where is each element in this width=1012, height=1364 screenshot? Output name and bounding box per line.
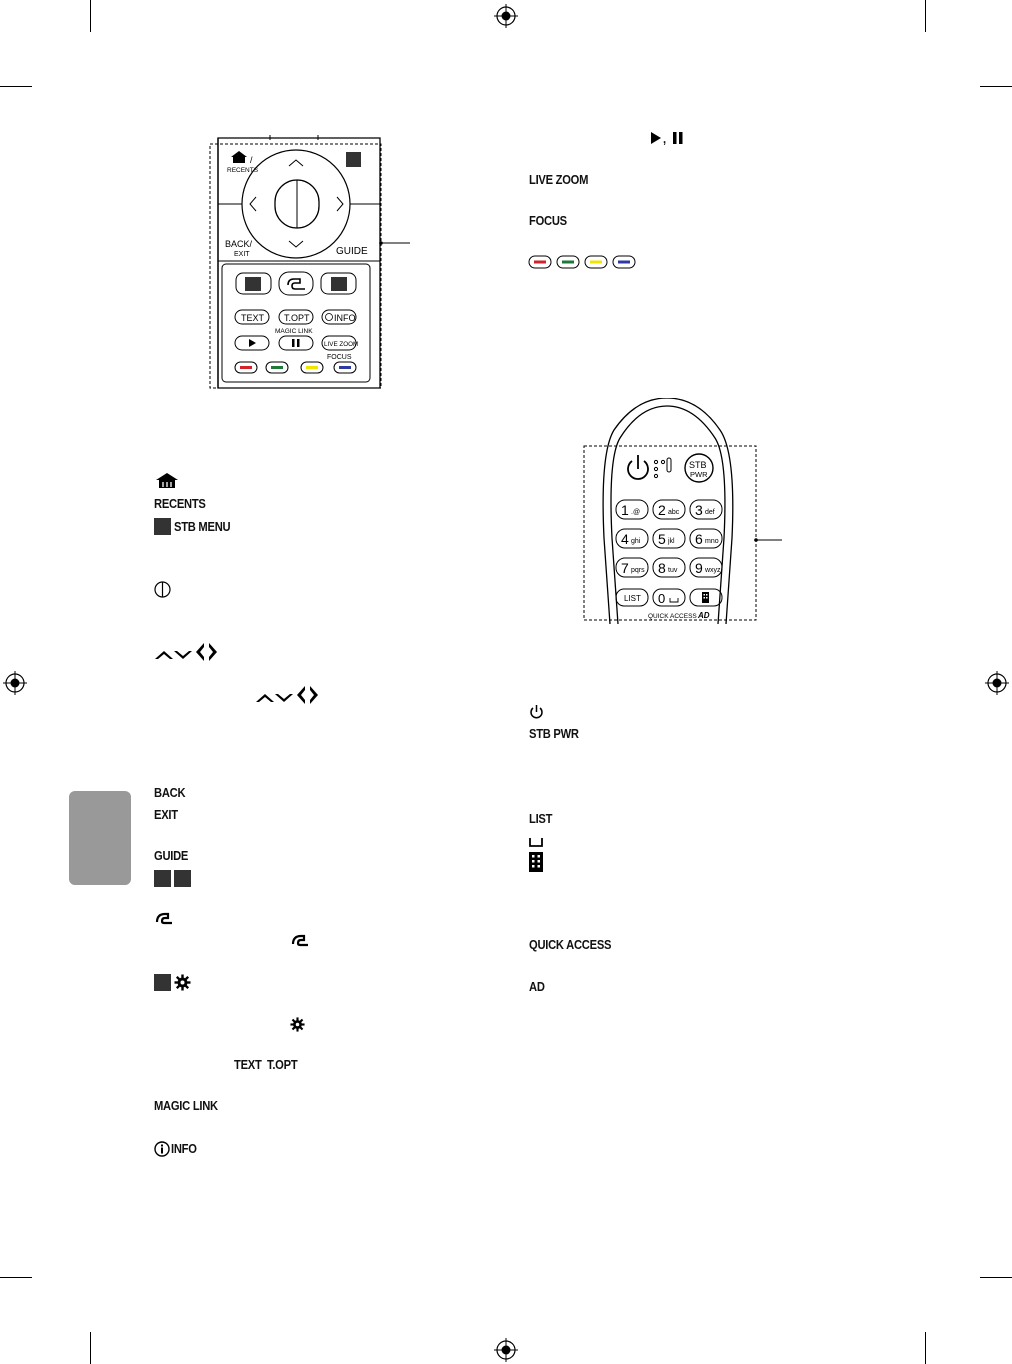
stb-menu-square-icon [154,518,171,535]
left-square-icon [154,870,171,887]
remote-quick-access-label: QUICK ACCESS [648,613,697,620]
exit-label: EXIT [154,807,178,822]
guide-label: GUIDE [154,848,189,863]
remote-ad-label: AD [698,611,710,620]
focus-label: FOCUS [529,213,567,228]
home-icon [154,472,180,489]
remote-live-zoom-button: LIVE ZOOM [324,341,359,348]
remote-number-digit: 8 [658,560,666,576]
remote-zero-button: 0 [658,591,666,606]
list-label: LIST [529,811,553,826]
remote-focus-label: FOCUS [327,354,352,361]
remote-text-button: TEXT [241,313,265,323]
remote-number-digit: 9 [695,560,703,576]
pause-icon [672,131,684,145]
remote-number-letters: abc [668,509,680,516]
remote-top-illustration [200,130,415,395]
remote-number-digit: 7 [621,560,629,576]
remote-number-digit: 4 [621,531,629,547]
remote-recents-label: RECENTS [227,167,259,174]
info-label: INFO [171,1141,197,1156]
quick-access-label: QUICK ACCESS [529,937,612,952]
remote-topt-button: T.OPT [284,313,310,323]
remote-info-button: INFO [334,313,356,323]
language-tab [69,791,131,885]
input-icon [154,910,174,926]
live-zoom-label: LIVE ZOOM [529,172,589,187]
navigation-arrows-icon-inline [255,684,321,706]
recents-label: RECENTS [154,496,206,511]
keypad-icon [529,852,543,872]
registration-mark-left [3,671,27,695]
play-pause-separator: , [663,131,666,146]
info-icon [154,1141,170,1157]
remote-number-digit: 1 [621,502,629,518]
color-buttons-icon [528,255,638,269]
power-icon [529,704,544,719]
settings-square-icon [154,974,171,991]
remote-list-button: LIST [624,594,641,603]
wheel-icon [154,581,171,598]
remote-number-letters: .@ [631,509,641,516]
remote-back-label: BACK/ [225,239,253,249]
gear-icon-inline [290,1017,305,1032]
remote-magic-link-label: MAGIC LINK [275,328,313,335]
remote-stb-top: STB [689,460,707,470]
remote-bottom-illustration [580,398,795,624]
topt-label: T.OPT [267,1057,298,1072]
registration-mark-right [985,671,1009,695]
gear-icon [174,974,191,991]
play-icon [650,131,662,145]
ad-label: AD [529,979,545,994]
space-icon [529,837,543,847]
text-label: TEXT [234,1057,262,1072]
remote-number-letters: wxyz [705,567,721,574]
stb-pwr-label: STB PWR [529,726,579,741]
remote-number-digit: 2 [658,502,666,518]
remote-guide-label: GUIDE [336,246,368,257]
registration-mark-top [494,4,518,28]
remote-number-letters: jkl [668,538,675,545]
registration-mark-bottom [494,1338,518,1362]
remote-number-digit: 6 [695,531,703,547]
magic-link-label: MAGIC LINK [154,1098,218,1113]
remote-number-digit: 5 [658,531,666,547]
right-square-icon [174,870,191,887]
remote-stb-bottom: PWR [690,470,708,479]
remote-number-letters: tuv [668,567,678,574]
navigation-arrows-icon [154,641,220,663]
back-label: BACK [154,785,186,800]
remote-number-digit: 3 [695,502,703,518]
stb-menu-label: STB MENU [174,519,231,534]
remote-number-letters: mno [705,538,719,545]
remote-exit-label: EXIT [234,251,250,258]
remote-number-letters: pqrs [631,567,645,574]
remote-number-letters: ghi [631,538,641,545]
input-icon-inline [290,932,310,948]
remote-home-slash: / [250,155,253,165]
remote-number-letters: def [705,509,715,516]
